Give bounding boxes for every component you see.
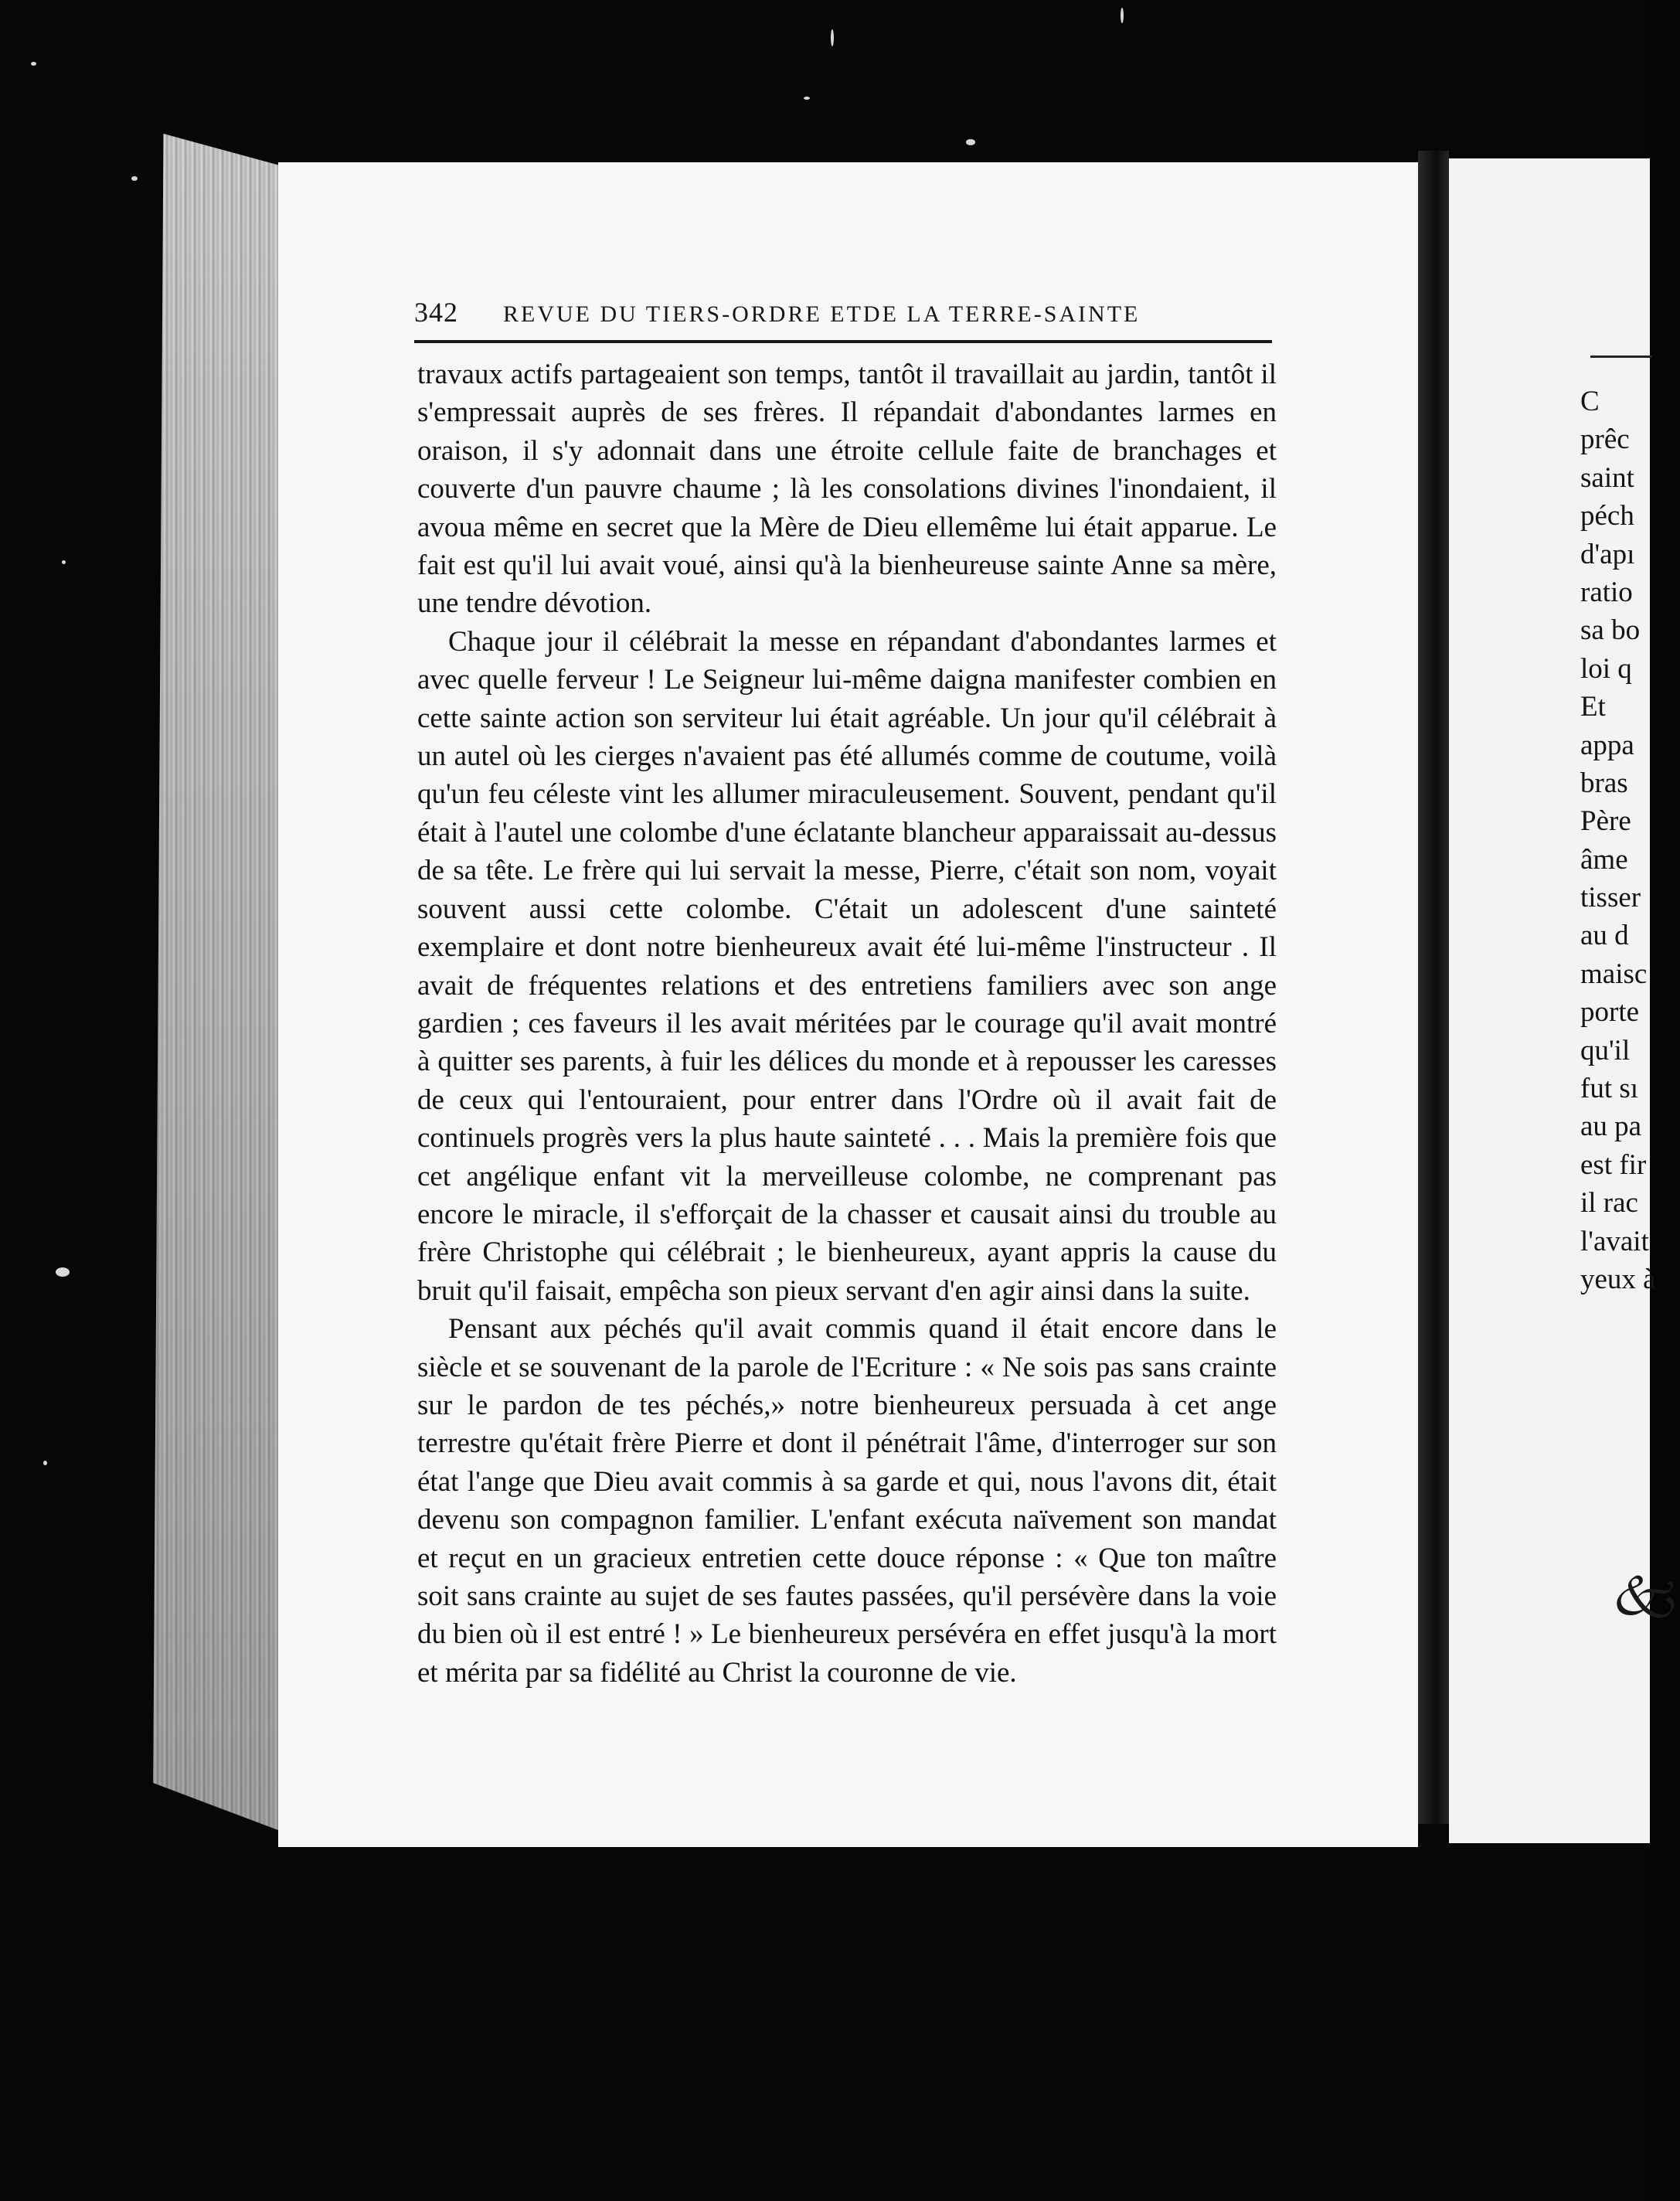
header-rule xyxy=(414,340,1272,343)
facing-line: ratio xyxy=(1580,576,1633,608)
facing-line: prêc xyxy=(1580,424,1630,456)
facing-line: est fir xyxy=(1580,1148,1647,1181)
paragraph-3: Pensant aux péchés qu'il avait commis quand il était encore dans le siècle et se souvenant de la parole de l'Ecriture : « Ne sois pas sans crainte sur le pardon de tes péchés,» notre bienheureux persuada à cet ange terrestre qu'était frère Pierre et dont il pénétrait l'âme, d'interroger sur son état l'ange que Dieu avait commis à sa garde et qui, nous l'avons dit, était devenu son compagnon familier. L'enfant exécuta naïvement son mandat et reçut en un gracieux entretien cette douce réponse : « Que ton maître soit sans crainte au sujet de ses fautes passées, qu'il persévère dans la voie du bien où il est entré ! » Le bienheureux persévéra en effet jusqu'à la mort et mérita par sa fidélité au Christ la couronne de vie. xyxy=(417,1313,1277,1689)
dust-speck xyxy=(804,97,810,100)
facing-line: âme xyxy=(1580,843,1628,876)
facing-line: yeux à xyxy=(1580,1263,1656,1295)
facing-line: l'avait xyxy=(1580,1225,1649,1257)
facing-line: C xyxy=(1580,386,1600,417)
facing-line: appa xyxy=(1580,729,1634,761)
book-gutter xyxy=(1418,151,1449,1824)
page-number: 342 xyxy=(414,297,458,328)
facing-line: Père xyxy=(1580,805,1631,838)
facing-page-rule xyxy=(1590,355,1652,358)
body-text xyxy=(417,355,1277,1692)
facing-line: bras xyxy=(1580,767,1628,799)
ornament-glyph-icon: 🙵 xyxy=(1611,1564,1680,1628)
dust-speck xyxy=(1121,8,1124,23)
dust-speck xyxy=(56,1267,70,1277)
dust-speck xyxy=(31,62,36,66)
running-title: REVUE DU TIERS-ORDRE ETDE LA TERRE-SAINTE xyxy=(503,301,1141,327)
facing-line: sa bo xyxy=(1580,614,1641,647)
facing-line: tisser xyxy=(1580,882,1641,914)
paragraph-1: travaux actifs partageaient son temps, tantôt il travaillait au jardin, tantôt il s'empressait auprès de ses frères. Il répandait d'abondantes larmes en oraison, il s'y adonnait dans une étroite cellule faite de branchages et couverte d'un pauvre chaume ; là les consolations divines l'inondaient, il avoua même en secret que la Mère de Dieu ellemême lui était apparue. Le fait est qu'il lui avait voué, ainsi qu'à la bienheureuse sainte Anne sa mère, une tendre dévotion. xyxy=(417,359,1277,620)
dust-speck xyxy=(831,29,834,46)
facing-line: au pa xyxy=(1580,1111,1642,1143)
facing-page-text xyxy=(1580,383,1673,1298)
facing-line: il rac xyxy=(1580,1187,1638,1220)
facing-line: Et xyxy=(1580,691,1606,723)
facing-line: au d xyxy=(1580,920,1629,952)
facing-line: péch xyxy=(1580,500,1634,532)
page-edges-shadow xyxy=(141,134,288,1834)
facing-line: qu'il xyxy=(1580,1034,1631,1066)
dust-speck xyxy=(43,1461,47,1465)
dust-speck xyxy=(966,139,975,145)
dust-speck xyxy=(131,176,138,181)
facing-line: fut sı xyxy=(1580,1073,1639,1105)
dust-speck xyxy=(62,560,66,564)
facing-line: d'apı xyxy=(1580,538,1635,570)
facing-line: porte xyxy=(1580,996,1640,1029)
facing-line: loi q xyxy=(1580,652,1632,685)
running-head xyxy=(414,296,1272,328)
facing-line: saint xyxy=(1580,461,1634,494)
paragraph-2: Chaque jour il célébrait la messe en répandant d'abondantes larmes et avec quelle ferveur ! Le Seigneur lui-même daigna manifester combien en cette sainte action son serviteur lui était agréable. Un jour qu'il célébrait à un autel où les cierges n'avaient pas été allumés comme de coutume, voilà qu'un feu céleste vint les allumer miraculeusement. Souvent, pendant qu'il était à l'autel une colombe d'une éclatante blancheur apparaissait au-dessus de sa tête. Le frère qui lui servait la messe, Pierre, c'était son nom, voyait souvent aussi cette colombe. C'était un adolescent d'une sainteté exemplaire et dont notre bienheureux avait été lui-même l'instructeur . Il avait de fréquentes relations et des entretiens familiers avec son ange gardien ; ces faveurs il les avait méritées par le courage qu'il avait montré à quitter ses parents, à fuir les délices du monde et à repousser les caresses de ceux qui l'entouraient, pour entrer dans l'Ordre où il avait fait de continuels progrès vers la plus haute sainteté . . . Mais la première fois que cet angélique enfant vit la merveilleuse colombe, ne comprenant pas encore le miracle, il s'efforçait de la chasser et causait ainsi du trouble au frère Christophe qui célébrait ; le bienheureux, ayant appris la cause du bruit qu'il faisait, empêcha son pieux servant d'en agir ainsi dans la suite. xyxy=(417,625,1277,1307)
facing-line: maisc xyxy=(1580,958,1648,990)
